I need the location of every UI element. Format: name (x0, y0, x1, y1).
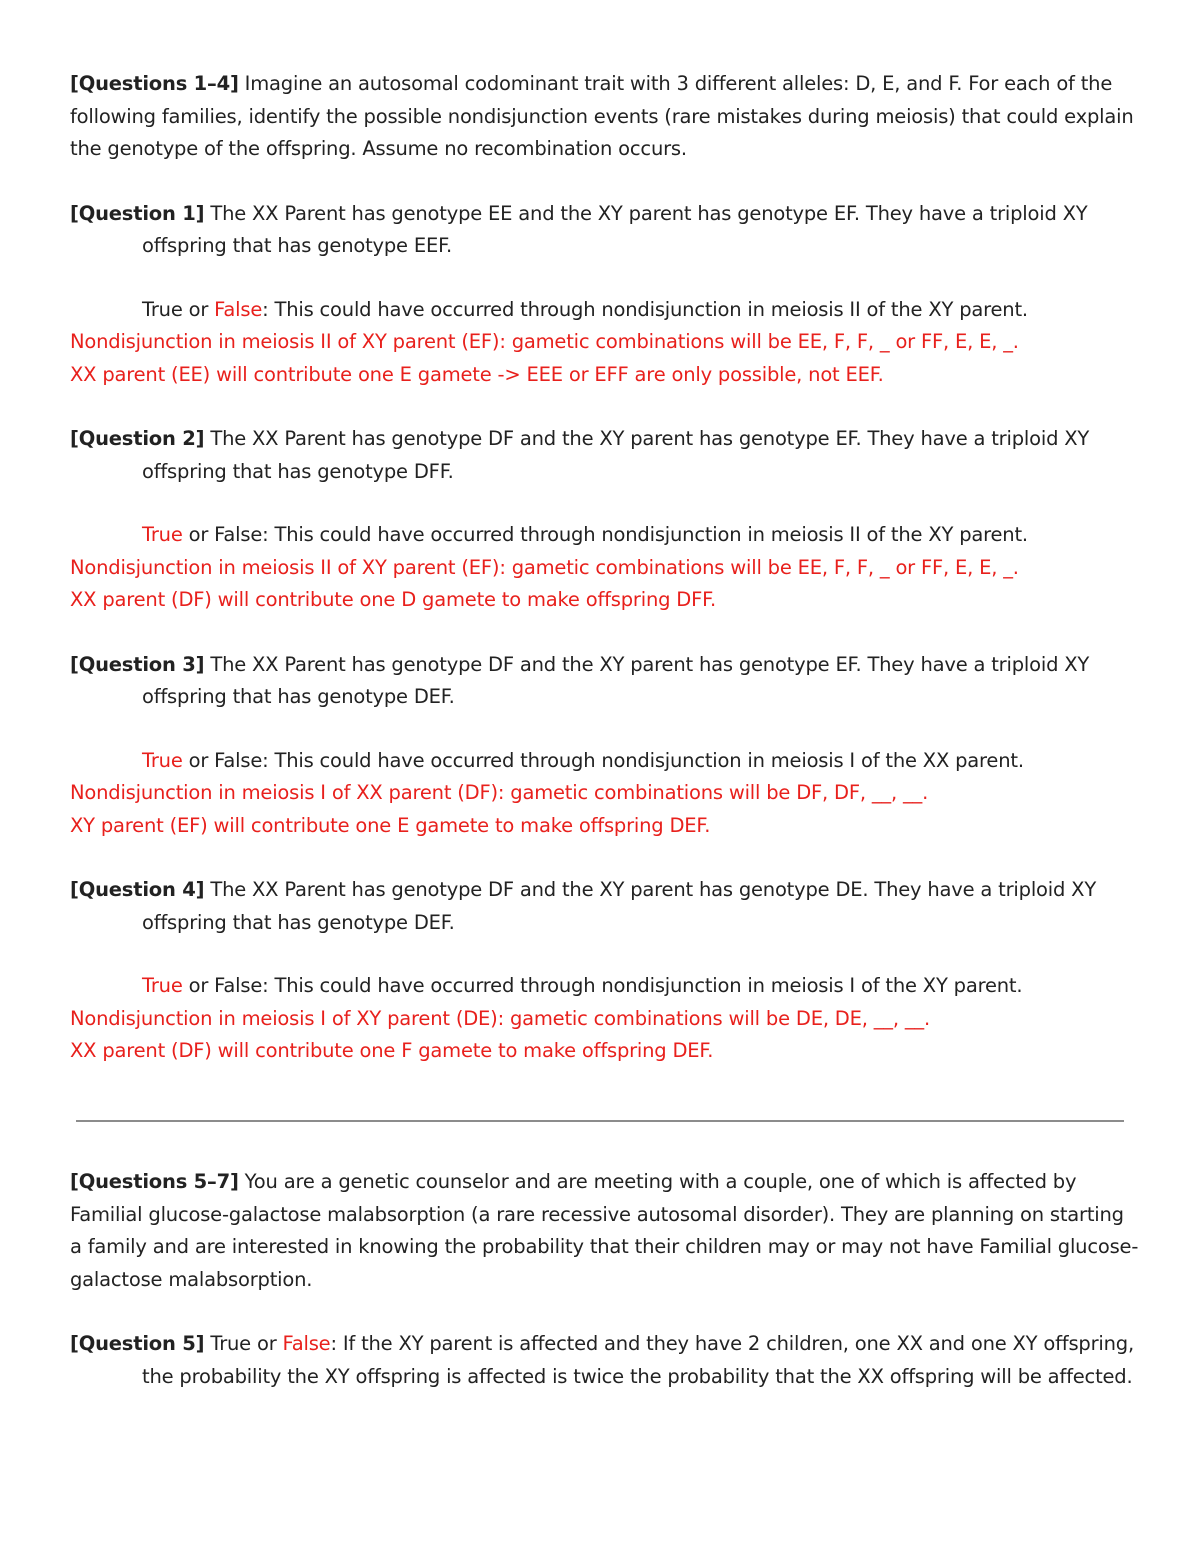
question-1-prompt (70, 198, 1140, 263)
question-2-prompt (70, 423, 1140, 488)
question-text: The XX Parent has genotype EE and the XY parent has genotype EF. They have a triploid XY offspring that has genotype EEF. (142, 201, 1088, 257)
statement: : This could have occurred through nondisjunction in meiosis II of the XY parent. (262, 523, 1028, 546)
section-divider (76, 1120, 1124, 1122)
intro-questions-5-7 (70, 1166, 1140, 1296)
document-page (70, 68, 1140, 1388)
question-label: [Question 2] (70, 427, 205, 450)
question-label: [Question 5] (70, 1332, 205, 1355)
false-option-selected: False (282, 1332, 331, 1355)
true-option-selected: True (142, 748, 183, 772)
false-option: False (214, 748, 263, 772)
question-2-true-false: True or False: This could have occurred through nondisjunction in meiosis II of the XY parent. (142, 523, 1028, 546)
false-option: False (214, 523, 263, 546)
statement: : This could have occurred through nondisjunction in meiosis II of the XY parent. (262, 297, 1028, 321)
question-1-true-false: True or False: This could have occurred through nondisjunction in meiosis II of the XY parent. (142, 297, 1028, 321)
true-option: True (142, 297, 183, 321)
answer-line: Nondisjunction in meiosis II of XY parent (EF): gametic combinations will be EE, F, F, _ or FF, E, E, _. (70, 330, 1019, 353)
section-label: [Questions 1–4] (70, 72, 239, 95)
question-3-true-false: True or False: This could have occurred through nondisjunction in meiosis I of the XX parent. (142, 748, 1024, 772)
question-label: [Question 3] (70, 652, 205, 676)
answer-line: Nondisjunction in meiosis II of XY parent (EF): gametic combinations will be EE, F, F, _ or FF, E, E, _. (70, 555, 1019, 579)
answer-line: XX parent (DF) will contribute one D gamete to make offspring DFF. (70, 588, 717, 611)
true-option-selected: True (142, 523, 183, 546)
statement: : If the XY parent is affected and they have 2 children, one XX and one XY offspring, the probability the XY offspring is affected is twice the probability that the XX offspring will be affected. (142, 1332, 1134, 1388)
answer-line: Nondisjunction in meiosis I of XY parent (DE): gametic combinations will be DE, DE, __, __. (70, 1006, 930, 1030)
part-two (70, 1166, 1140, 1393)
intro-questions-1-4 (70, 68, 1140, 166)
section-label: [Questions 5–7] (70, 1170, 239, 1193)
question-3-prompt (70, 649, 1140, 714)
answer-line: XY parent (EF) will contribute one E gamete to make offspring DEF. (70, 813, 711, 837)
question-text: The XX Parent has genotype DF and the XY parent has genotype EF. They have a triploid XY offspring that has genotype DFF. (142, 427, 1090, 483)
question-4-true-false: True or False: This could have occurred through nondisjunction in meiosis I of the XY parent. (142, 974, 1023, 997)
question-label: [Question 4] (70, 878, 205, 901)
answer-line: XX parent (EE) will contribute one E gamete -> EEE or EFF are only possible, not EEF. (70, 362, 884, 386)
true-option: True (204, 1332, 251, 1355)
false-option: False (214, 974, 263, 997)
question-text: The XX Parent has genotype DF and the XY parent has genotype DE. They have a triploid XY offspring that has genotype DEF. (142, 878, 1097, 934)
question-text: The XX Parent has genotype DF and the XY parent has genotype EF. They have a triploid XY offspring that has genotype DEF. (142, 652, 1090, 708)
question-5-prompt: [Question 5] True or False: If the XY parent is affected and they have 2 children, one XX and one XY offspring, the probability the XY offspring is affected is twice the probability that the XX offspring will be affected. (70, 1332, 1134, 1388)
intro-text: Imagine an autosomal codominant trait with 3 different alleles: D, E, and F. For each of the following families, identify the possible nondisjunction events (rare mistakes during meiosis) that could explain the genotype of the offspring. Assume no recombination occurs. (70, 72, 1134, 160)
statement: : This could have occurred through nondisjunction in meiosis I of the XY parent. (262, 974, 1023, 997)
answer-line: XX parent (DF) will contribute one F gamete to make offspring DEF. (70, 1039, 714, 1062)
question-4-prompt (70, 874, 1140, 939)
answer-line: Nondisjunction in meiosis I of XX parent (DF): gametic combinations will be DF, DF, __, __. (70, 781, 929, 804)
statement: : This could have occurred through nondisjunction in meiosis I of the XX parent. (262, 748, 1024, 772)
intro-text: You are a genetic counselor and are meeting with a couple, one of which is affected by Familial glucose-galactose malabsorption (a rare recessive autosomal disorder). They are planning on starting a family and are interested in knowing the probability that their children may or may not have Familial glucose-galactose malabsorption. (70, 1170, 1139, 1291)
false-option-selected: False (214, 297, 263, 321)
true-option-selected: True (142, 974, 183, 997)
question-label: [Question 1] (70, 201, 205, 225)
